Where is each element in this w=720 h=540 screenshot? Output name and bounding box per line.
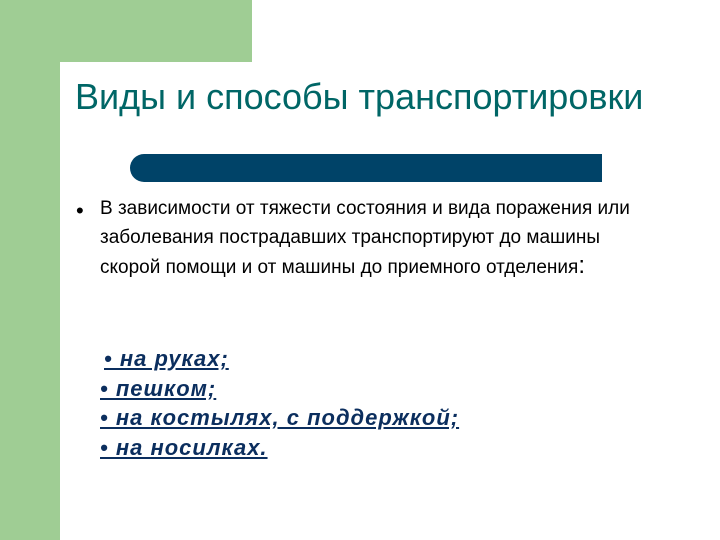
body-paragraph [100,195,660,283]
paragraph-colon: : [578,252,585,279]
content-panel [60,62,720,540]
top-accent-block [60,0,252,62]
left-accent-bar [0,0,60,540]
title-divider [130,154,602,182]
paragraph-text: В зависимости от тяжести состояния и вида поражения или заболевания пострадавших транспортируют до машины скорой помощи и от машины до приемного отделения [100,198,630,278]
transport-methods-list [100,344,459,462]
list-item: • пешком; [100,375,217,401]
list-item: • на носилках. [100,434,268,460]
slide-title: Виды и способы транспортировки [75,76,644,117]
list-item: • на руках; [104,346,229,371]
bullet-marker: • [76,198,84,223]
list-item: • на костылях, с поддержкой; [100,405,460,430]
